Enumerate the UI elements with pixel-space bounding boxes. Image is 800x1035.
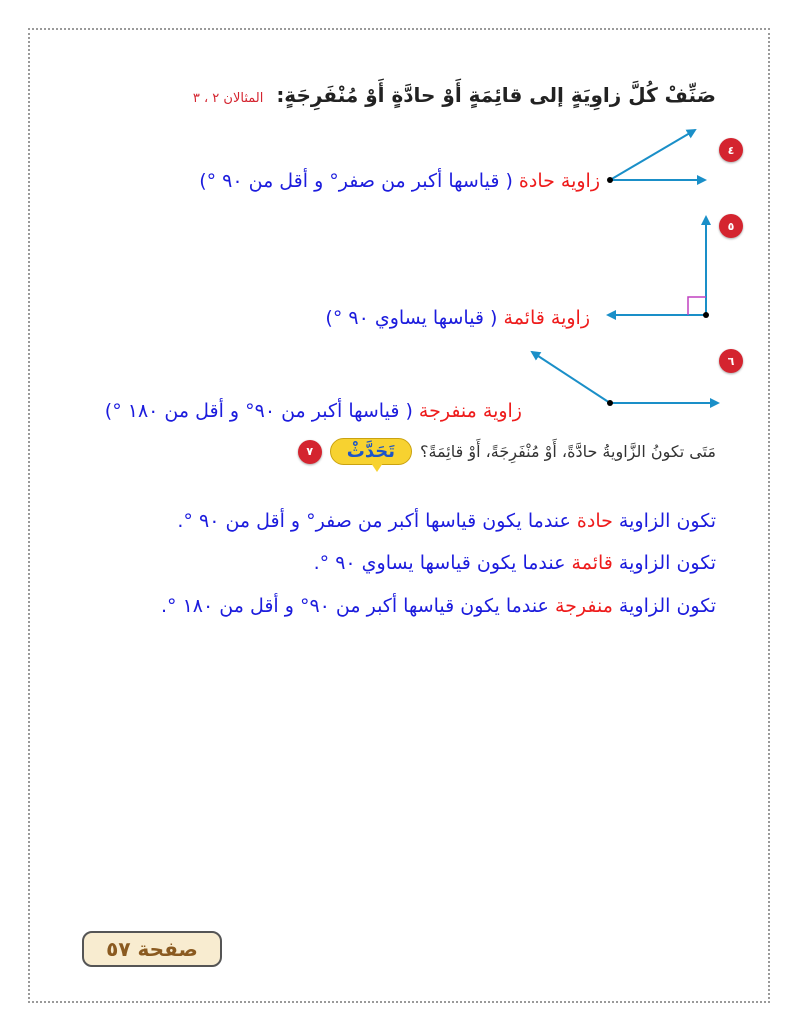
item-number-marker [719,138,743,162]
right-angle-figure [590,205,720,330]
angle-type-label: زاوية قائمة [503,307,590,329]
item-answer [105,400,522,422]
item-number: ٤ [727,143,735,157]
example-reference: المثالان ٢ ، ٣ [192,91,264,106]
item-answer [325,307,590,329]
answer-highlight: حادة [576,510,613,532]
angle-type-label: زاوية منفرجة [418,400,522,422]
answer-suffix: عندما يكون قياسها أكبر من صفر° و أقل من ٩٠ °. [177,510,571,532]
instruction-text: صَنِّفْ كُلَّ زاوِيَةٍ إلى قائِمَةٍ أَوْ حادَّةٍ أَوْ مُنْفَرِجَةٍ: [276,83,716,107]
talk-bubble: تَحَدَّثْ [330,438,412,465]
item-number: ٦ [727,354,735,368]
right-angle-mark [688,297,706,315]
item-number-marker [719,214,743,238]
angle-ray [610,130,695,180]
angle-vertex [607,400,613,406]
acute-angle-figure [595,122,720,192]
answer-prefix: تكون الزاوية [618,595,716,617]
angle-ray [532,352,610,403]
answer-highlight: قائمة [571,552,613,574]
page-number-label: صفحة ٥٧ [82,931,222,967]
angle-type-label: زاوية حادة [518,170,600,192]
answer-suffix: عندما يكون قياسها يساوي ٩٠ °. [313,552,566,574]
angle-description: ( قياسها أكبر من ٩٠° و أقل من ١٨٠ °) [104,400,413,422]
talk-question-row [298,438,716,465]
answer-highlight: منفرجة [554,595,613,617]
exercise-instruction [193,83,716,107]
angle-description: ( قياسها أكبر من صفر° و أقل من ٩٠ °) [199,170,513,192]
item-answer [199,170,600,192]
answer-suffix: عندما يكون قياسها أكبر من ٩٠° و أقل من ١٨٠ °. [161,595,549,617]
angle-description: ( قياسها يساوي ٩٠ °) [325,307,498,329]
obtuse-angle-figure [520,340,725,415]
answer-line [161,595,716,617]
answer-line [177,510,716,532]
answer-prefix: تكون الزاوية [618,552,716,574]
item-number: ٧ [306,445,314,458]
talk-question: مَتَى تكونُ الزَّاويةُ حادَّةً، أَوْ مُنْفَرِجَةً، أَوْ قائِمَةً؟ [419,442,716,461]
angle-vertex [703,312,709,318]
angle-vertex [607,177,613,183]
item-number: ٥ [727,219,735,233]
answer-line [314,552,716,574]
item-number-marker [298,440,322,464]
answer-prefix: تكون الزاوية [618,510,716,532]
